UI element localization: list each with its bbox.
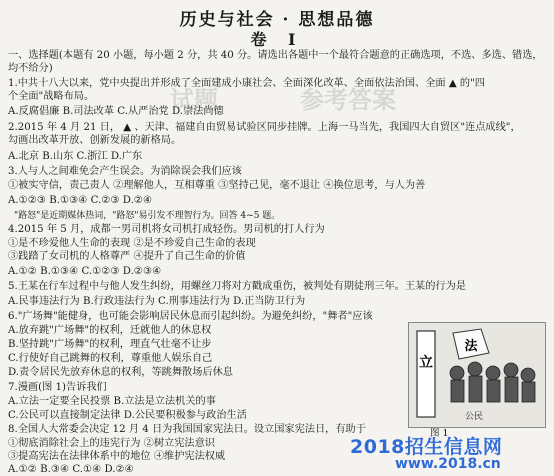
question-1-options: A.反腐倡廉 B.司法改革 C.从严治党 D.崇法尚德	[8, 106, 224, 117]
bleed-through-text-right: 参考答案	[300, 86, 396, 114]
question-6-option-b: B.坚持跳"广场舞"的权利，理直气壮毫不让步	[8, 339, 212, 350]
question-4-options: A.①② B.①③④ C.①②③ D.②③④	[8, 266, 162, 277]
site-watermark-title: 2018招生信息网	[350, 436, 503, 458]
question-7-stem: 7.漫画(图 1)告诉我们	[8, 382, 107, 393]
question-7-options-line2: C.公民可以直接制定法律 D.公民要积极参与政治生活	[8, 410, 247, 421]
question-8-choices-line2: ③提高宪法在法律体系中的地位 ④维护宪法权威	[8, 451, 226, 462]
question-8-stem: 8.全国人大常委会决定 12 月 4 日为我国国家宪法日。设立国家宪法日，有助于	[8, 424, 366, 435]
section-instructions-line1: 一、选择题(本题有 20 小题，每小题 2 分，共 40 分。请选出各题中一个最符合题意的正确选项，不选、多选、错选，	[8, 50, 543, 61]
question-1-stem-line2: 个全面"战略布局。	[8, 91, 95, 102]
question-6-option-d: D.责令居民先放弃休息的权利，等跳舞散场后休息	[8, 367, 233, 378]
section-instructions-line2: 均不给分)	[8, 63, 53, 74]
question-4-stem: 4.2015 年 5 月，成都一男司机将女司机打成轻伤。男司机的打人行为	[8, 224, 325, 235]
page-title: 历史与社会 · 思想品德	[179, 10, 375, 30]
questions-4-5-intro: "路怒"是近期媒体热词，"路怒"易引发不理智行为。回答 4~5 题。	[14, 211, 281, 221]
question-4-choices-line2: ③践踏了女司机的人格尊严 ④提升了自己生命的价值	[8, 251, 246, 262]
question-3-stem: 3.人与人之间难免会产生误会。为消除误会我们应该	[8, 166, 242, 177]
volume-label: 卷 Ⅰ	[250, 30, 304, 49]
cartoon-figure	[408, 322, 546, 428]
cartoon-signpost	[417, 331, 435, 417]
question-5-options: A.民事违法行为 B.行政违法行为 C.刑事违法行为 D.正当防卫行为	[8, 296, 306, 307]
question-6-stem: 6."广场舞"能健身，也可能会影响居民休息而引起纠纷。为避免纠纷，"舞者"应该	[8, 311, 373, 322]
bleed-through-text-left: 试题	[170, 86, 218, 114]
question-2-options: A.北京 B.山东 C.浙江 D.广东	[8, 151, 143, 162]
question-2-stem-line2: 勾画出改革开放、创新发展的新格局。	[8, 135, 182, 146]
question-8-choices-line1: ①彻底消除社会上的违宪行为 ②树立宪法意识	[8, 438, 215, 449]
question-3-options: A.①②③ B.①③④ C.②③ D.②④	[8, 195, 153, 206]
question-2-stem-line1: 2.2015 年 4 月 21 日， ▲ 、天津、福建自由贸易试验区同步挂牌。上海一马当先，我国四大自贸区"连点成线"，	[8, 122, 521, 133]
question-8-options: A.①② B.③④ C.①④ D.②④	[8, 464, 134, 475]
question-6-option-a: A.放弃跳"广场舞"的权利，迁就他人的休息权	[8, 325, 212, 336]
question-6-option-c: C.行使好自己跳舞的权利，尊重他人娱乐自己	[8, 353, 213, 364]
question-1-stem-line1: 1.中共十八大以来，党中央提出并形成了全面建成小康社会、全面深化改革、全面依法治国、全面 ▲ 的"四	[8, 78, 485, 89]
figure-caption: 图 1	[430, 428, 449, 439]
cartoon-illustration	[409, 323, 545, 427]
question-4-choices-line1: ①是不珍爱他人生命的表现 ②是不珍爱自己生命的表现	[8, 238, 256, 249]
question-5-stem: 5.王某在行车过程中与他人发生纠纷，用螺丝刀将对方戳成重伤，被判处有期徒刑三年。王某的行为是	[8, 281, 466, 292]
cartoon-banner-text: 法	[464, 339, 478, 354]
cartoon-sign-text: 立	[419, 355, 433, 371]
question-7-options-line1: A.立法一定要全民投票 B.立法是立法机关的事	[8, 396, 216, 407]
question-3-choices: ①被实守信，责己责人 ②理解他人，互相尊重 ③坚持己见，毫不退让 ④换位思考，与人为善	[8, 180, 426, 191]
site-watermark-url: www.2018.cn	[395, 456, 501, 472]
cartoon-crowd-label: 公民	[465, 412, 484, 422]
